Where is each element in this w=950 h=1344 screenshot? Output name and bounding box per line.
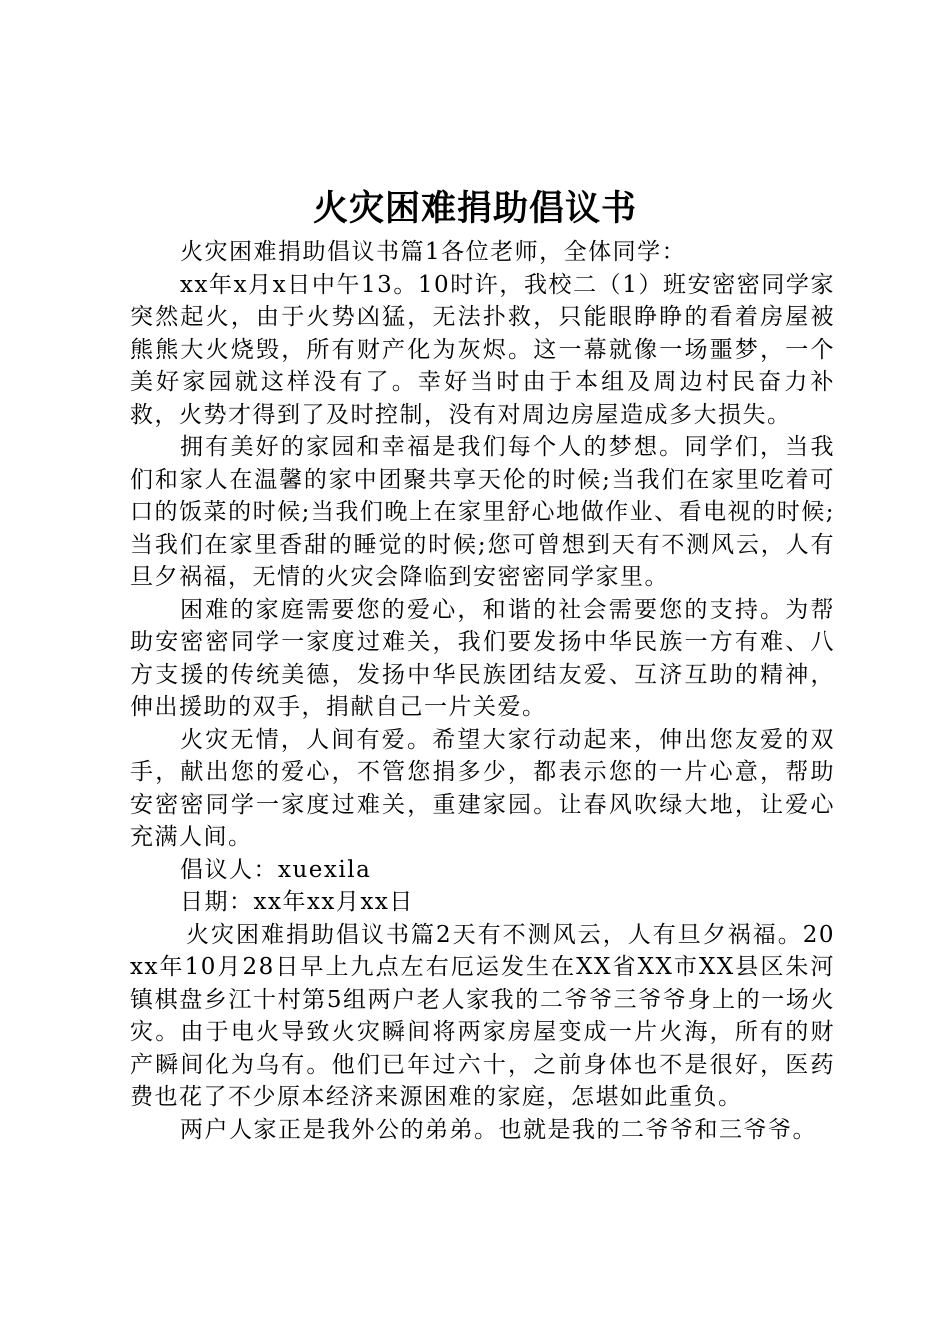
paragraph-intro: 火灾困难捐助倡议书篇1各位老师，全体同学： [180, 239, 687, 265]
paragraph-call-to-action: 火灾无情，人间有爱。希望大家行动起来，伸出您友爱的双手，献出您的爱心，不管您捐多少，都表示您的一片心意，帮助安密密同学一家度过难关，重建家园。让春风吹绿大地，让爱心充满人间。 [130, 726, 835, 850]
signature-initiator: 倡议人：xuexila [180, 856, 372, 883]
paragraph-family: 两户人家正是我外公的弟弟。也就是我的二爷爷和三爷爷。 [180, 1116, 817, 1143]
paragraph-incident: xx年x月x日中午13。10时许，我校二（1）班安密密同学家突然起火，由于火势凶猛，无法扑救，只能眼睁睁的看着房屋被熊熊大火烧毁，所有财产化为灰烬。这一幕就像一场噩梦，一个美好家园就这样没有了。幸好当时由于本组及周边村民奋力补救，火势才得到了及时控制，没有对周边房屋造成多大损失。 [130, 271, 835, 428]
signature-date: 日期：xx年xx月xx日 [180, 889, 414, 915]
paragraph-article-2: 火灾困难捐助倡议书篇2天有不测风云，人有旦夕祸福。20xx年10月28日早上九点左右厄运发生在XX省XX市XX县区朱河镇棋盘乡江十村第5组两户老人家我的二爷爷三爷爷身上的一场火灾。由于电火导致火灾瞬间将两家房屋变成一片火海，所有的财产瞬间化为乌有。他们已年过六十，之前身体也不是很好，医药费也花了不少原本经济来源困难的家庭，怎堪如此重负。 [130, 921, 835, 1110]
paragraph-dream: 拥有美好的家园和幸福是我们每个人的梦想。同学们，当我们和家人在温馨的家中团聚共享天伦的时候;当我们在家里吃着可口的饭菜的时候;当我们晚上在家里舒心地做作业、看电视的时候;当我们在家里香甜的睡觉的时候;您可曾想到天有不测风云，人有旦夕祸福，无情的火灾会降临到安密密同学家里。 [130, 434, 835, 590]
document-title: 火灾困难捐助倡议书 [312, 188, 637, 229]
document-body [130, 236, 835, 1146]
paragraph-appeal: 困难的家庭需要您的爱心，和谐的社会需要您的支持。为帮助安密密同学一家度过难关，我们要发扬中华民族一方有难、八方支援的传统美德，发扬中华民族团结友爱、互济互助的精神，伸出援助的双手，捐献自己一片关爱。 [130, 596, 835, 720]
